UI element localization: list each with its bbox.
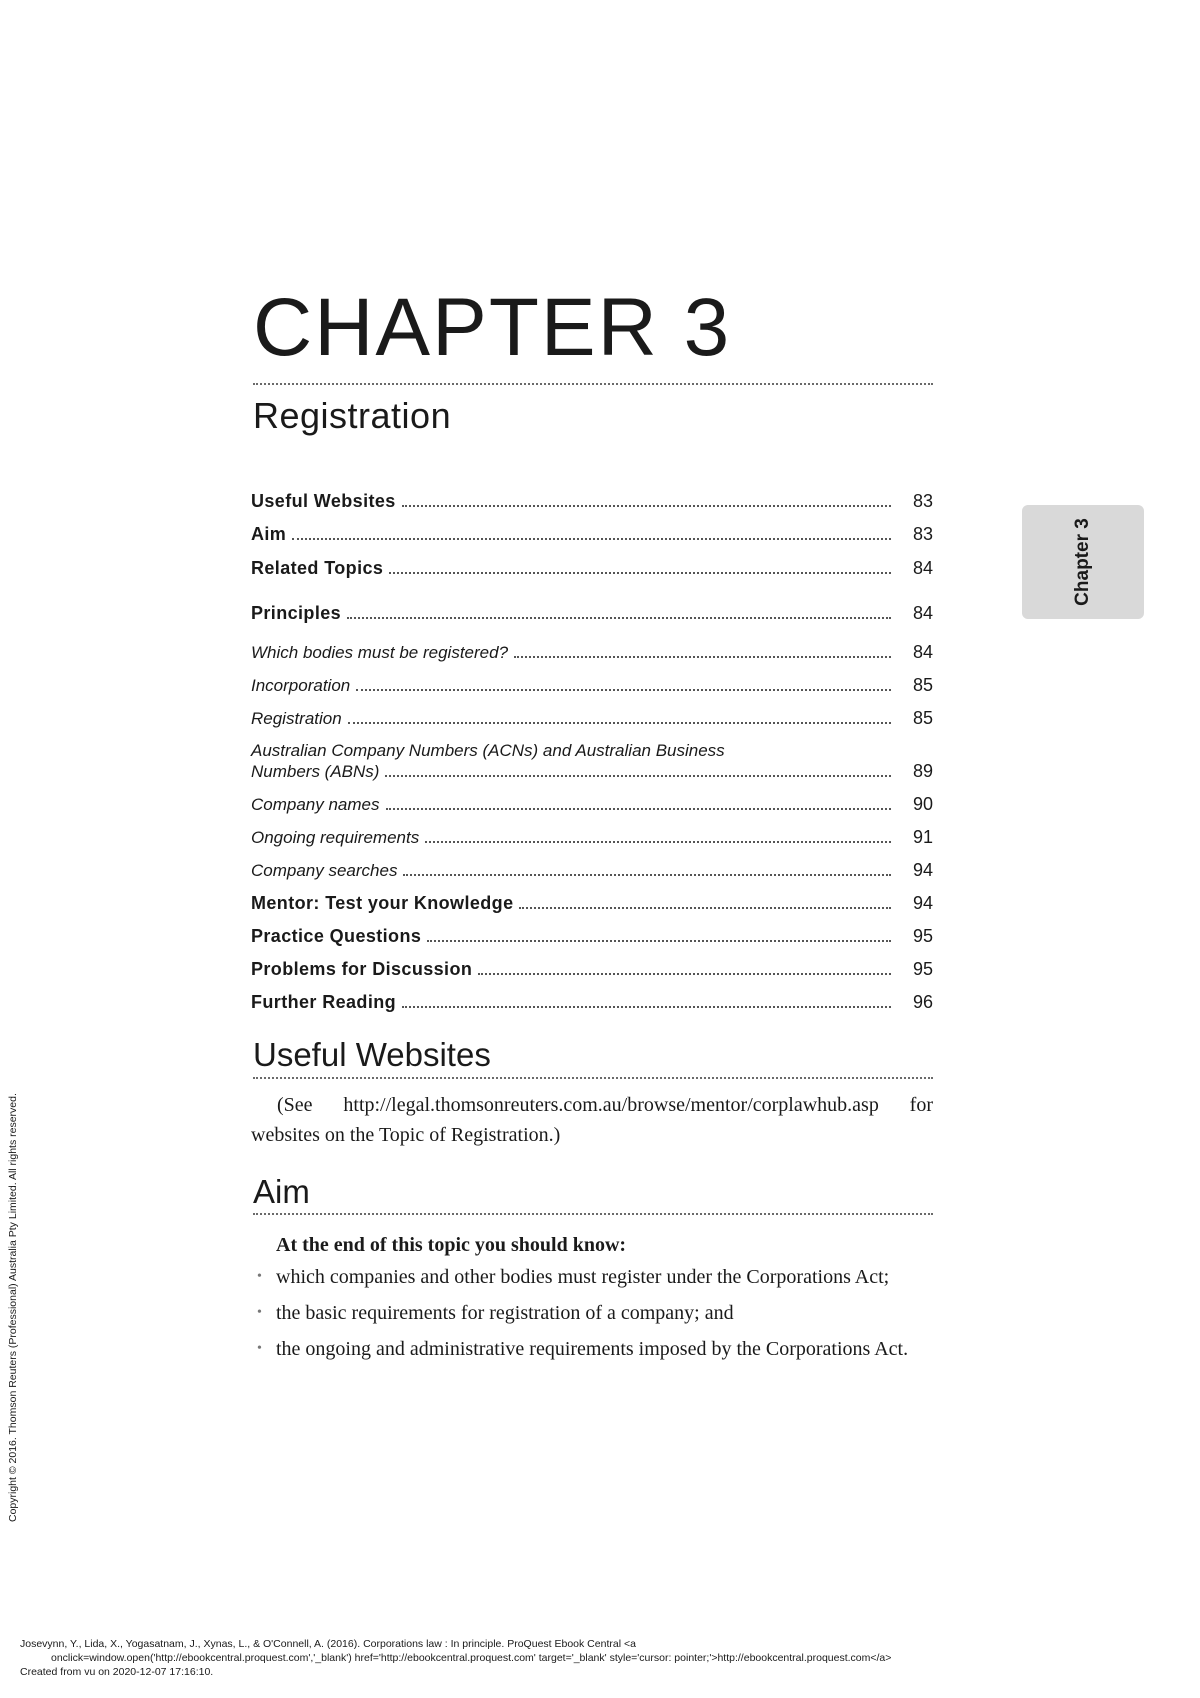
toc-entry[interactable] xyxy=(251,708,933,729)
chapter-side-tab-label: Chapter 3 xyxy=(1072,518,1093,606)
toc-entry[interactable] xyxy=(251,558,933,578)
toc-leader xyxy=(292,538,891,540)
toc-entry[interactable] xyxy=(251,860,933,881)
bullet-dot-icon: • xyxy=(257,1341,262,1356)
toc-leader xyxy=(347,617,891,619)
toc-leader xyxy=(403,874,891,876)
toc-leader xyxy=(425,841,891,843)
aim-heading: Aim xyxy=(253,1173,310,1210)
toc-entry-page: 91 xyxy=(912,827,933,847)
toc-leader xyxy=(348,722,891,724)
toc-entry-page: 95 xyxy=(912,926,933,946)
toc-leader xyxy=(478,973,891,975)
toc-entry-title: Further Reading xyxy=(251,992,397,1012)
toc-entry-title: Mentor: Test your Knowledge xyxy=(251,893,514,913)
chapter-title: CHAPTER 3 xyxy=(253,282,732,373)
citation-line: Josevynn, Y., Lida, X., Yogasatnam, J., Xynas, L., & O'Connell, A. (2016). Corporations law : In principle. ProQuest Ebook Central <a xyxy=(20,1638,636,1650)
toc-leader xyxy=(356,689,891,691)
toc-entry-title: Company searches xyxy=(251,861,398,880)
toc-entry[interactable] xyxy=(251,926,933,946)
toc-entry[interactable] xyxy=(251,675,933,696)
toc-entry-title: Incorporation xyxy=(251,676,351,695)
toc-entry-page: 84 xyxy=(912,558,933,578)
toc-entry-title: Problems for Discussion xyxy=(251,959,473,979)
toc-entry-title: Principles xyxy=(251,603,342,623)
title-rule xyxy=(253,383,933,385)
toc-entry-page: 95 xyxy=(912,959,933,979)
aim-lead: At the end of this topic you should know: xyxy=(276,1234,627,1256)
bullet-dot-icon: • xyxy=(257,1305,262,1320)
toc-leader xyxy=(386,808,891,810)
copyright-notice: Copyright © 2016. Thomson Reuters (Professional) Australia Pty Limited. All rights reserved. xyxy=(7,1093,19,1522)
citation-footer xyxy=(20,1637,1190,1679)
toc-entry-title: Practice Questions xyxy=(251,926,422,946)
toc-entry-title: Ongoing requirements xyxy=(251,828,420,847)
toc-leader xyxy=(427,940,891,942)
section-rule xyxy=(253,1213,933,1215)
toc-leader xyxy=(402,505,891,507)
toc-entry-page: 90 xyxy=(912,794,933,814)
toc-entry[interactable] xyxy=(251,491,933,511)
citation-link-line[interactable]: onclick=window.open('http://ebookcentral.proquest.com','_blank') href='http://ebookcentral.proquest.com' target='_blank' style='cursor: pointer;'>http://ebookcentral.proquest.com</a> xyxy=(51,1652,892,1664)
toc-entry-title-line1: Australian Company Numbers (ACNs) and Australian Business xyxy=(251,741,725,760)
toc-entry-title: Aim xyxy=(251,524,287,544)
toc-entry-page: 85 xyxy=(912,675,933,695)
toc-entry-title: Useful Websites xyxy=(251,491,396,511)
useful-websites-heading: Useful Websites xyxy=(253,1036,491,1073)
chapter-side-tab xyxy=(1022,505,1144,619)
toc-entry[interactable] xyxy=(251,524,933,544)
toc-entry[interactable] xyxy=(251,893,933,913)
toc-entry-page: 94 xyxy=(912,860,933,880)
toc-entry-page: 94 xyxy=(912,893,933,913)
toc-entry[interactable] xyxy=(251,992,933,1012)
toc-entry-page: 84 xyxy=(912,603,933,623)
toc-entry-title: Related Topics xyxy=(251,558,384,578)
toc-entry-page: 85 xyxy=(912,708,933,728)
list-item: • the basic requirements for registration of a company; and xyxy=(251,1298,933,1328)
toc-leader xyxy=(514,656,891,658)
toc-entry[interactable] xyxy=(251,794,933,815)
toc-entry-title: Registration xyxy=(251,709,342,728)
toc-entry-title: Numbers (ABNs) xyxy=(251,762,380,781)
aim-bullet-list xyxy=(251,1262,933,1364)
toc-entry-page: 96 xyxy=(912,992,933,1012)
useful-websites-text: (See http://legal.thomsonreuters.com.au/browse/mentor/corplawhub.asp for websites on the Topic of Registration.) xyxy=(251,1094,933,1146)
toc-entry[interactable] xyxy=(251,959,933,979)
toc-entry[interactable] xyxy=(251,761,933,782)
toc-leader xyxy=(389,572,891,574)
toc-entry[interactable] xyxy=(251,827,933,848)
toc-entry[interactable] xyxy=(251,603,933,623)
toc-leader xyxy=(385,775,891,777)
list-item: • which companies and other bodies must register under the Corporations Act; xyxy=(251,1262,933,1292)
section-rule xyxy=(253,1077,933,1079)
toc-entry-page: 84 xyxy=(912,642,933,662)
toc-entry-title: Which bodies must be registered? xyxy=(251,643,509,662)
toc-leader xyxy=(402,1006,891,1008)
bullet-dot-icon: • xyxy=(257,1269,262,1284)
toc-entry[interactable] xyxy=(251,642,933,663)
toc-entry-page: 89 xyxy=(912,761,933,781)
toc-leader xyxy=(519,907,891,909)
aim-body xyxy=(251,1230,933,1370)
toc-entry-first-line[interactable] xyxy=(251,741,933,761)
useful-websites-body xyxy=(251,1090,933,1150)
created-line: Created from vu on 2020-12-07 17:16:10. xyxy=(20,1666,214,1678)
toc-entry-page: 83 xyxy=(912,524,933,544)
chapter-subtitle: Registration xyxy=(253,395,452,436)
toc-entry-page: 83 xyxy=(912,491,933,511)
list-item: • the ongoing and administrative requirements imposed by the Corporations Act. xyxy=(251,1334,933,1364)
toc-entry-title: Company names xyxy=(251,795,380,814)
